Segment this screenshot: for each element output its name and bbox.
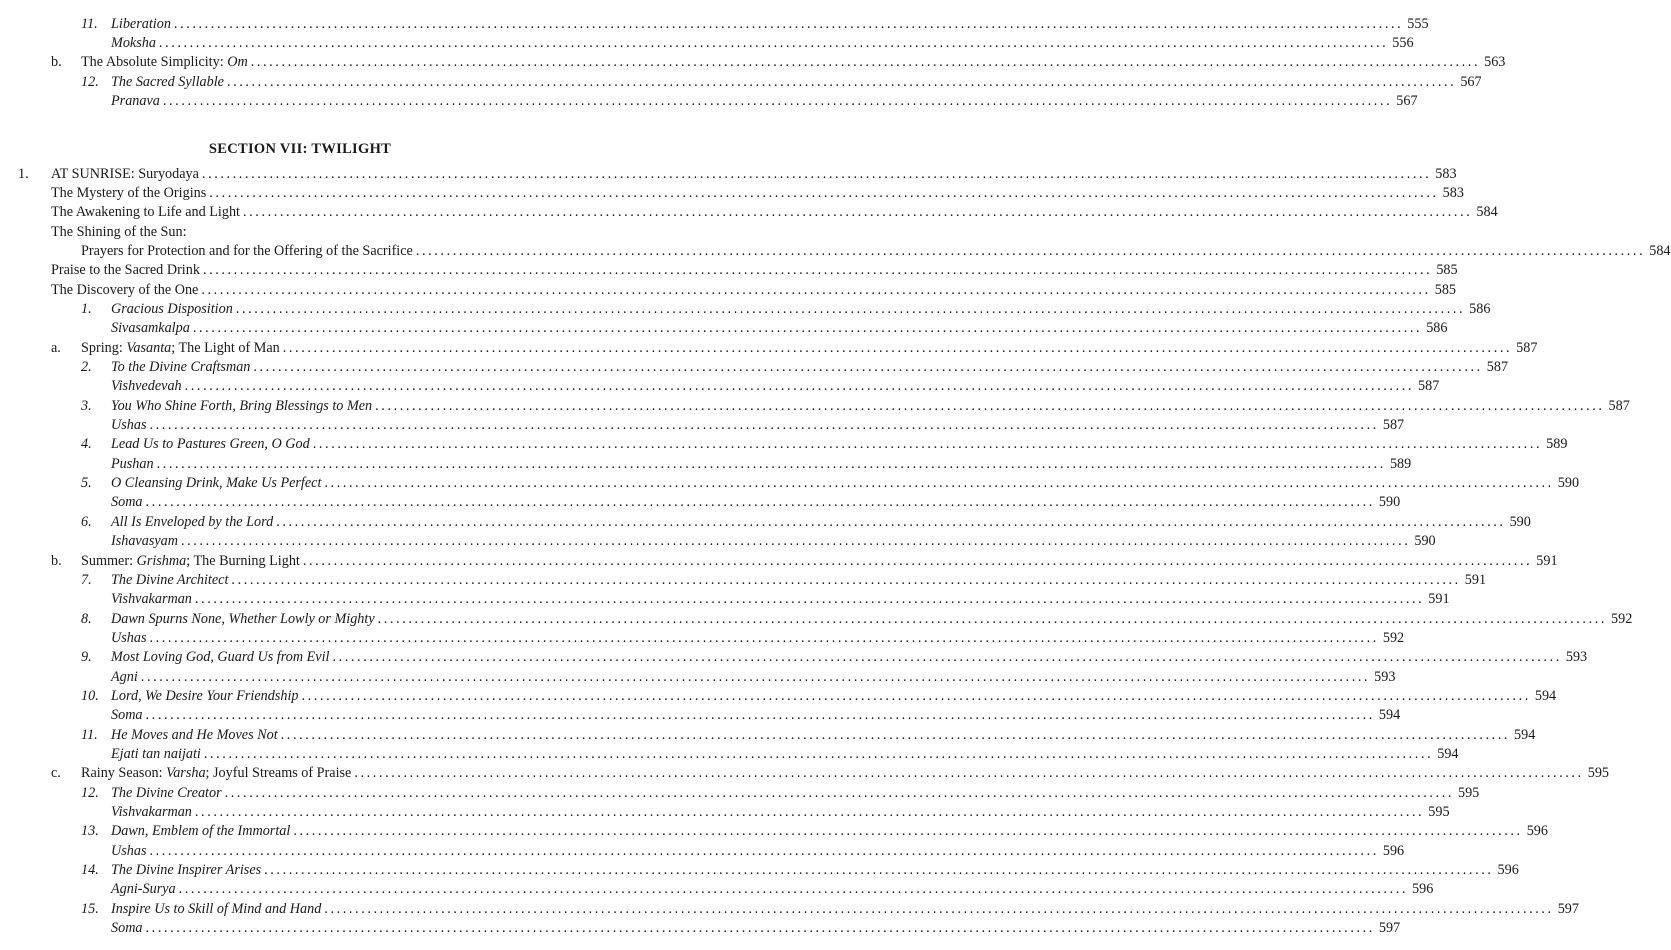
toc-entry — [111, 900, 1579, 919]
toc-row — [0, 764, 1609, 783]
dot-leader: ........................................................................................................................................................................................................ — [415, 242, 1646, 259]
toc-page-number: 567 — [1460, 73, 1482, 90]
toc-entry-number: 4. — [81, 436, 92, 453]
toc-entry-title — [111, 15, 171, 34]
toc-entry — [111, 629, 1405, 648]
toc-entry — [111, 706, 1401, 725]
toc-page-number: 585 — [1434, 281, 1456, 298]
toc-entry-number: 6. — [81, 513, 92, 530]
toc-entry-title — [51, 223, 187, 242]
toc-entry-title — [111, 377, 182, 396]
toc-entry — [111, 300, 1491, 319]
dot-leader: ........................................................................................................................................................................................................ — [145, 494, 1375, 511]
toc-row — [0, 73, 1482, 92]
toc-page-number: 591 — [1464, 571, 1487, 588]
toc-entry-title — [111, 706, 143, 725]
dot-leader: ........................................................................................................................................................................................................ — [203, 746, 1434, 762]
toc-title-part: Lord, We Desire Your Friendship — [111, 687, 299, 704]
toc-entry — [111, 319, 1448, 338]
toc-row — [0, 610, 1633, 629]
dot-leader: ........................................................................................................................................................................................................ — [282, 339, 1513, 356]
toc-title-part: Vishvedevah — [111, 378, 182, 395]
toc-entry — [111, 416, 1405, 435]
dot-leader: ........................................................................................................................................................................................................ — [158, 34, 1389, 51]
dot-leader: ........................................................................................................................................................................................................ — [145, 920, 1375, 937]
toc-row — [0, 184, 1464, 203]
toc-title-part: Lead Us to Pastures Green, O God — [111, 436, 310, 453]
toc-page-number: 591 — [1428, 591, 1450, 608]
toc-entry-number: 12. — [81, 784, 99, 801]
toc-page-number: 585 — [1436, 262, 1458, 279]
toc-row — [0, 803, 1450, 822]
toc-entry — [111, 455, 1412, 474]
toc-title-part: The Shining of the Sun: — [51, 223, 187, 240]
toc-page-number: 594 — [1514, 726, 1536, 743]
toc-entry-title — [81, 242, 413, 261]
toc-row — [0, 552, 1558, 571]
toc-page-number: 583 — [1435, 165, 1457, 182]
toc-entry-title — [81, 339, 280, 358]
toc-title-part: Sivasamkalpa — [111, 320, 190, 337]
toc-row — [0, 261, 1458, 280]
toc-row — [0, 726, 1536, 745]
toc-entry-title — [111, 73, 224, 92]
toc-entry-title — [81, 764, 351, 783]
toc-entry-title — [111, 861, 261, 880]
toc-row — [0, 339, 1538, 358]
toc-entry-number: 1. — [81, 300, 92, 317]
toc-row — [0, 668, 1396, 687]
dot-leader: ........................................................................................................................................................................................................ — [243, 204, 1473, 221]
toc-entry-number: 8. — [81, 610, 92, 627]
toc-title-part: Liberation — [111, 15, 171, 32]
toc-entry-title — [111, 726, 278, 745]
toc-row — [0, 416, 1405, 435]
toc-entry-number: a. — [51, 339, 61, 356]
toc-page-number: 595 — [1457, 784, 1480, 801]
toc-page-number: 555 — [1407, 15, 1429, 32]
toc-page-number: 595 — [1428, 804, 1450, 821]
toc-title-part: The Awakening to Life and Light — [51, 204, 240, 221]
toc-page-number: 587 — [1418, 378, 1440, 395]
toc-page-number: 584 — [1649, 242, 1671, 259]
toc-title-part: ; The Burning Light — [186, 552, 300, 569]
toc-entry — [111, 861, 1519, 880]
toc-page-number: 596 — [1382, 842, 1405, 859]
dot-leader: ........................................................................................................................................................................................................ — [149, 842, 1379, 859]
toc-entry-number: 12. — [81, 73, 99, 90]
dot-leader: ........................................................................................................................................................................................................ — [202, 262, 1433, 279]
toc-title-part: He Moves and He Moves Not — [111, 726, 278, 743]
toc-row — [0, 397, 1630, 416]
dot-leader: ........................................................................................................................................................................................................ — [276, 513, 1506, 530]
toc-row — [0, 455, 1412, 474]
toc-entry-title — [111, 513, 273, 532]
toc-entry-title — [111, 435, 310, 454]
toc-title-part: The Absolute Simplicity: — [81, 54, 228, 71]
toc-entry-number: 14. — [81, 862, 99, 879]
dot-leader: ........................................................................................................................................................................................................ — [377, 610, 1608, 627]
toc-entry — [111, 726, 1536, 745]
toc-entry-title — [51, 281, 198, 300]
toc-entry-title — [111, 842, 146, 861]
toc-page-number: 594 — [1437, 746, 1459, 762]
toc-title-part: To the Divine Craftsman — [111, 359, 251, 375]
toc-entry — [111, 15, 1429, 34]
toc-entry — [51, 223, 187, 242]
toc-entry — [111, 590, 1450, 609]
toc-entry-title — [111, 397, 372, 416]
toc-row — [0, 92, 1418, 111]
toc-entry-title — [111, 319, 190, 338]
toc-title-part: You Who Shine Forth, Bring Blessings to Men — [111, 397, 373, 414]
toc-entry-title — [51, 261, 200, 280]
toc-title-part: Ejati tan naijati — [111, 746, 201, 762]
toc-entry-title — [51, 184, 206, 203]
toc-row — [0, 165, 1457, 184]
toc-page-number: 567 — [1396, 92, 1418, 109]
toc-entry-number: 5. — [81, 475, 92, 492]
dot-leader: ........................................................................................................................................................................................................ — [224, 784, 1454, 801]
toc-page-number: 590 — [1509, 513, 1531, 530]
toc-row — [0, 571, 1487, 590]
toc-page-number: 592 — [1611, 610, 1633, 627]
toc-page-number: 596 — [1526, 823, 1548, 840]
toc-title-part: Vasanta — [126, 339, 172, 356]
toc-entry — [111, 92, 1418, 111]
dot-leader: ........................................................................................................................................................................................................ — [173, 15, 1404, 32]
dot-leader: ........................................................................................................................................................................................................ — [140, 668, 1371, 685]
toc-entry-title — [111, 590, 192, 609]
toc-title-part: Pranava — [111, 92, 160, 109]
toc-row — [0, 629, 1405, 648]
toc-entry-title — [81, 552, 300, 571]
toc-page-number: 597 — [1378, 920, 1401, 937]
toc-entry-number: 15. — [81, 900, 99, 917]
dot-leader: ........................................................................................................................................................................................................ — [180, 533, 1411, 550]
toc-title-part: Ushas — [111, 629, 147, 646]
dot-leader: ........................................................................................................................................................................................................ — [302, 552, 1533, 569]
dot-leader: ........................................................................................................................................................................................................ — [226, 73, 1457, 90]
toc-entry-title — [111, 668, 138, 687]
toc-row — [0, 34, 1414, 53]
dot-leader: ........................................................................................................................................................................................................ — [235, 300, 1466, 317]
dot-leader: ........................................................................................................................................................................................................ — [250, 54, 1481, 71]
toc-entry-number: c. — [51, 765, 61, 782]
toc-entry-title — [111, 745, 201, 764]
toc-row — [0, 53, 1506, 72]
toc-page-number: 589 — [1389, 455, 1412, 472]
toc-page-number: 584 — [1476, 204, 1498, 221]
toc-title-part: The Divine Inspirer Arises — [111, 862, 262, 879]
toc-entry-title — [81, 53, 248, 72]
toc-entry-title — [111, 92, 160, 111]
toc-row — [0, 513, 1531, 532]
toc-entry-number: 1. — [18, 165, 29, 182]
toc-entry-number: 7. — [81, 571, 92, 588]
dot-leader: ........................................................................................................................................................................................................ — [201, 281, 1431, 298]
dot-leader: ........................................................................................................................................................................................................ — [264, 862, 1494, 879]
toc-page-number: 590 — [1378, 494, 1401, 511]
toc-title-part: Rainy Season: — [81, 765, 167, 782]
toc-entry — [81, 552, 1558, 571]
toc-entry — [111, 842, 1405, 861]
toc-title-part: Vishvakarman — [111, 804, 192, 821]
toc-title-part: Summer: — [81, 552, 137, 569]
toc-page-number: 591 — [1536, 552, 1558, 569]
toc-entry — [51, 261, 1458, 280]
toc-title-part: Soma — [111, 920, 143, 937]
toc-title-part: O Cleansing Drink, Make Us Perfect — [111, 475, 322, 492]
toc-title-part: Praise to the Sacred Drink — [51, 262, 200, 279]
toc-title-part: Agni — [111, 668, 138, 685]
toc-entry — [111, 34, 1414, 53]
toc-entry — [81, 339, 1538, 358]
toc-page-number: 593 — [1565, 649, 1588, 666]
toc-entry — [111, 532, 1436, 551]
toc-entry — [111, 919, 1401, 938]
toc-title-part: Dawn Spurns None, Whether Lowly or Mighty — [111, 610, 375, 627]
toc-title-part: The Divine Architect — [111, 571, 229, 588]
dot-leader: ........................................................................................................................................................................................................ — [192, 320, 1423, 337]
toc-entry-number: 10. — [81, 687, 99, 704]
toc-page-number: 587 — [1486, 359, 1509, 375]
toc-title-part: Ushas — [111, 842, 147, 859]
toc-title-part: Grishma — [136, 552, 187, 569]
toc-row — [0, 687, 1557, 706]
toc-entry-title — [111, 416, 146, 435]
toc-title-part: AT SUNRISE: Suryodaya — [51, 165, 199, 182]
toc-entry-number: 3. — [81, 397, 92, 414]
toc-row — [0, 203, 1498, 222]
toc-entry-title — [111, 629, 146, 648]
toc-entry — [81, 764, 1609, 783]
toc-title-part: Dawn, Emblem of the Immortal — [111, 823, 291, 840]
toc-entry-title — [111, 493, 143, 512]
toc-title-part: Ishavasyam — [111, 533, 178, 550]
toc-page-number: 587 — [1382, 417, 1405, 434]
toc-page-number: 592 — [1382, 629, 1405, 646]
toc-title-part: Gracious Disposition — [111, 300, 233, 317]
toc-entry-number: 2. — [81, 359, 92, 375]
dot-leader: ........................................................................................................................................................................................................ — [354, 765, 1584, 782]
toc-entry-title — [111, 880, 176, 899]
toc-page-number: 594 — [1534, 687, 1557, 704]
toc-entry — [81, 242, 1671, 261]
toc-entry — [111, 668, 1396, 687]
toc-entry-title — [111, 571, 228, 590]
toc-title-part: Prayers for Protection and for the Offering of the Sacrifice — [81, 242, 413, 259]
toc-entry — [111, 474, 1580, 493]
toc-page-number: 594 — [1378, 707, 1401, 724]
toc-entry — [111, 513, 1531, 532]
toc-row — [0, 435, 1568, 454]
section-heading: SECTION VII: TWILIGHT — [208, 141, 392, 157]
dot-leader: ........................................................................................................................................................................................................ — [324, 900, 1554, 917]
toc-page-number: 586 — [1426, 320, 1448, 337]
dot-leader: ........................................................................................................................................................................................................ — [332, 649, 1562, 666]
toc-row — [0, 242, 1671, 261]
toc-entry-number: 9. — [81, 649, 92, 666]
toc-title-part: Soma — [111, 494, 143, 511]
toc-title-part: Spring: — [81, 339, 127, 356]
toc-entry — [111, 687, 1557, 706]
toc-entry — [111, 571, 1487, 590]
toc-entry-title — [111, 300, 233, 319]
toc-row — [0, 861, 1519, 880]
dot-leader: ........................................................................................................................................................................................................ — [312, 436, 1543, 453]
toc-entry-title — [51, 165, 199, 184]
toc-page-number: 593 — [1374, 668, 1396, 685]
toc-page-number: 597 — [1557, 900, 1579, 917]
toc-row — [0, 745, 1459, 764]
toc-entry-title — [111, 455, 154, 474]
toc-entry-title — [111, 822, 290, 841]
toc-entry — [111, 784, 1480, 803]
toc-row — [0, 358, 1509, 377]
toc-entry — [111, 435, 1568, 454]
toc-row — [0, 900, 1579, 919]
toc-entry-title — [51, 203, 240, 222]
toc-row — [0, 319, 1448, 338]
toc-title-part: The Discovery of the One — [51, 281, 199, 298]
toc-entry — [111, 803, 1450, 822]
toc-entry-title — [111, 687, 298, 706]
toc-row — [0, 493, 1401, 512]
toc-title-part: Most Loving God, Guard Us from Evil — [111, 649, 330, 666]
toc-title-part: ; The Light of Man — [171, 339, 280, 356]
toc-title-part: Varsha — [166, 765, 206, 782]
dot-leader: ........................................................................................................................................................................................................ — [156, 455, 1386, 472]
toc-entry-number: 11. — [81, 15, 98, 32]
toc-row — [0, 300, 1491, 319]
toc-entry — [111, 73, 1482, 92]
toc-title-part: The Mystery of the Origins — [51, 184, 207, 201]
toc-row — [0, 474, 1580, 493]
toc-row — [0, 822, 1548, 841]
dot-leader: ........................................................................................................................................................................................................ — [145, 707, 1375, 724]
toc-page-number: 556 — [1392, 34, 1414, 51]
toc-page-number: 587 — [1516, 339, 1538, 356]
dot-leader: ........................................................................................................................................................................................................ — [253, 359, 1483, 375]
toc-row — [0, 919, 1401, 938]
toc-row — [0, 706, 1401, 725]
toc-row — [0, 648, 1588, 667]
toc-entry — [111, 880, 1434, 899]
toc-title-part: Inspire Us to Skill of Mind and Hand — [111, 900, 322, 917]
toc-title-part: Moksha — [111, 34, 156, 51]
toc-entry-number: 13. — [81, 823, 99, 840]
toc-entry — [111, 377, 1440, 396]
toc-title-part: Ushas — [111, 417, 147, 434]
toc-row — [0, 532, 1436, 551]
toc-page-number: 590 — [1557, 475, 1580, 492]
toc-page-number: 583 — [1442, 184, 1464, 201]
toc-page-number: 596 — [1497, 862, 1519, 879]
toc-page-number: 590 — [1414, 533, 1436, 550]
toc-entry-title — [111, 610, 375, 629]
toc-title-part: Soma — [111, 707, 143, 724]
dot-leader: ........................................................................................................................................................................................................ — [184, 378, 1415, 395]
toc-row — [0, 377, 1440, 396]
toc-title-part: The Divine Creator — [111, 784, 222, 801]
toc-row — [0, 15, 1429, 34]
toc-entry — [111, 745, 1459, 764]
dot-leader: ........................................................................................................................................................................................................ — [324, 475, 1554, 492]
dot-leader: ........................................................................................................................................................................................................ — [194, 591, 1425, 608]
dot-leader: ........................................................................................................................................................................................................ — [293, 823, 1523, 840]
dot-leader: ........................................................................................................................................................................................................ — [301, 687, 1531, 704]
toc-title-part: The Sacred Syllable — [111, 73, 224, 90]
toc-entry-title — [111, 358, 250, 377]
toc-title-part: ; Joyful Streams of Praise — [205, 765, 352, 782]
dot-leader: ........................................................................................................................................................................................................ — [149, 417, 1379, 434]
toc-row — [0, 281, 1456, 300]
toc-entry — [51, 165, 1457, 184]
toc-entry-title — [111, 648, 329, 667]
toc-page-number: 589 — [1546, 436, 1568, 453]
toc-entry — [111, 822, 1548, 841]
dot-leader: ........................................................................................................................................................................................................ — [201, 165, 1432, 182]
toc-entry-title — [111, 803, 192, 822]
toc-title-part: Om — [227, 54, 248, 71]
toc-entry-number: 11. — [81, 726, 98, 743]
dot-leader: ........................................................................................................................................................................................................ — [209, 184, 1439, 201]
dot-leader: ........................................................................................................................................................................................................ — [162, 92, 1393, 109]
toc-title-part: Agni-Surya — [111, 881, 176, 898]
toc-entry — [111, 358, 1509, 377]
toc-title-part: All Is Enveloped by the Lord — [111, 513, 274, 530]
toc-page-number: 596 — [1412, 881, 1434, 898]
toc-row — [0, 590, 1450, 609]
toc-page-number: 586 — [1469, 300, 1491, 317]
toc-row — [0, 880, 1434, 899]
dot-leader: ........................................................................................................................................................................................................ — [194, 804, 1425, 821]
toc-title-part: Pushan — [111, 455, 154, 472]
toc-entry — [111, 493, 1401, 512]
toc-entry — [81, 53, 1506, 72]
toc-entry-title — [111, 34, 156, 53]
toc-entry-title — [111, 784, 222, 803]
toc-entry — [111, 648, 1588, 667]
toc-entry-number: b. — [51, 54, 62, 71]
dot-leader: ........................................................................................................................................................................................................ — [280, 726, 1511, 743]
toc-entry — [51, 184, 1464, 203]
toc-entry-number: b. — [51, 552, 62, 569]
toc-page-number: 595 — [1587, 765, 1609, 782]
toc-entry-title — [111, 919, 143, 938]
toc-row — [0, 842, 1405, 861]
toc-entry — [111, 610, 1633, 629]
toc-row — [0, 223, 600, 242]
toc-title-part: Vishvakarman — [111, 591, 192, 608]
toc-entry-title — [111, 900, 321, 919]
dot-leader: ........................................................................................................................................................................................................ — [231, 571, 1461, 588]
toc-row — [0, 784, 1480, 803]
toc-entry — [111, 397, 1630, 416]
toc-page-number: 587 — [1608, 397, 1630, 414]
toc-entry — [51, 203, 1498, 222]
toc-entry-title — [111, 532, 178, 551]
toc-entry — [51, 281, 1456, 300]
dot-leader: ........................................................................................................................................................................................................ — [149, 629, 1379, 646]
toc-page-number: 563 — [1484, 54, 1506, 71]
dot-leader: ........................................................................................................................................................................................................ — [375, 397, 1605, 414]
toc-entry-title — [111, 474, 321, 493]
dot-leader: ........................................................................................................................................................................................................ — [178, 881, 1408, 898]
